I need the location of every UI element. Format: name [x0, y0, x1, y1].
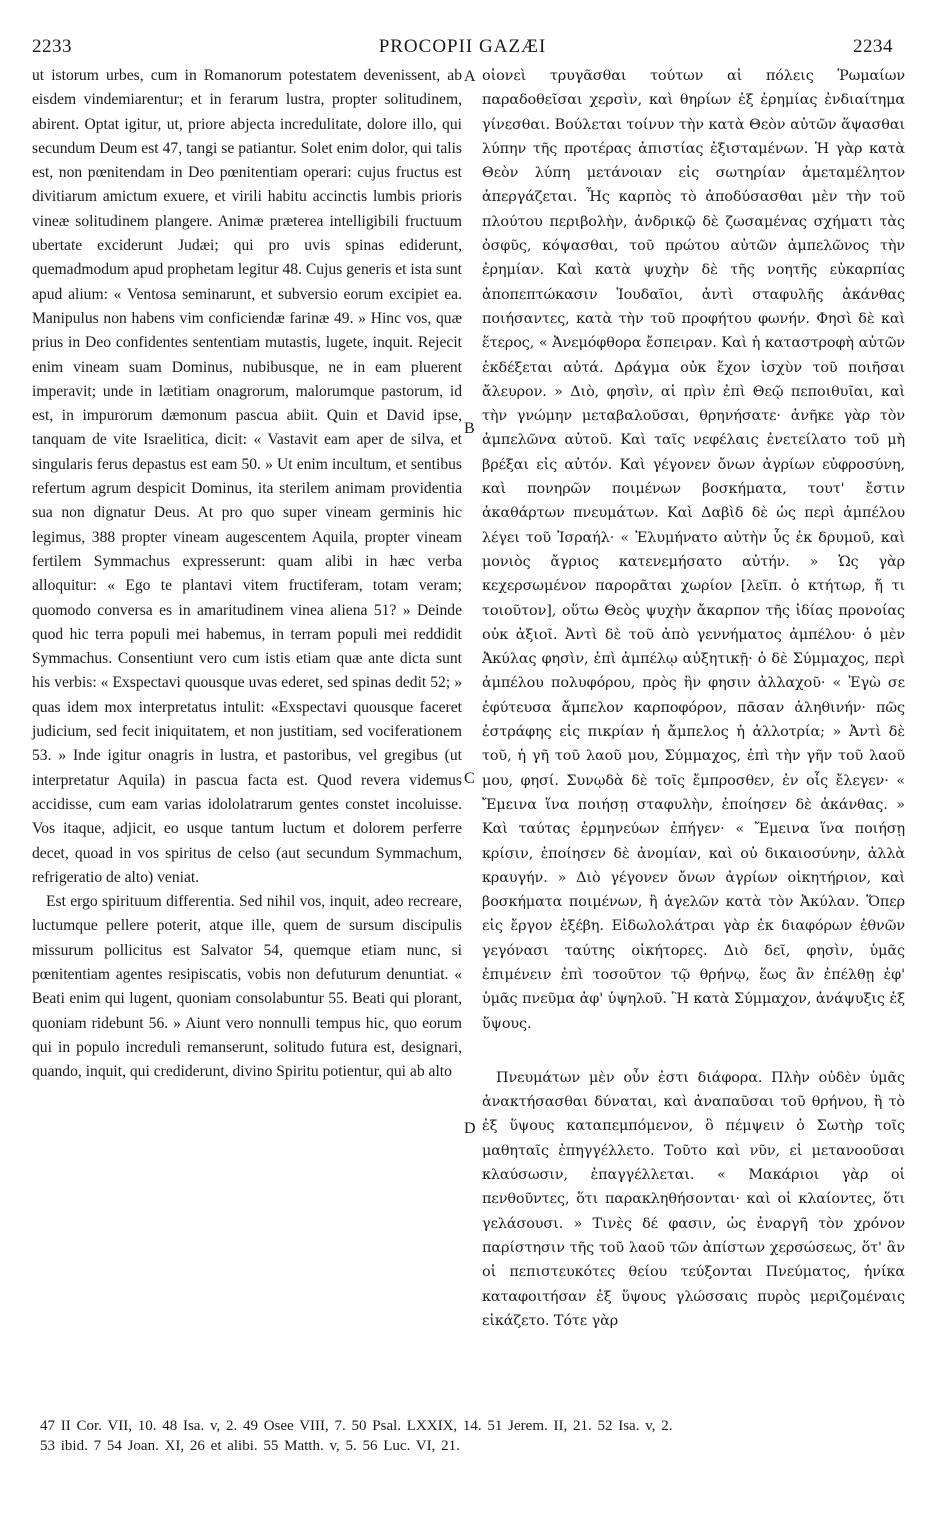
footnote-line-1: 47 II Cor. VII, 10. 48 Isa. v, 2. 49 Osee VIII, 7. 50 Psal. LXXIX, 14. 51 Jerem. II, 21. 52 Isa. v, 2.: [40, 1418, 673, 1434]
greek-column: [482, 64, 905, 1333]
footnotes: [40, 1416, 900, 1456]
margin-letter-c: C: [464, 770, 475, 787]
margin-letter-b: B: [464, 420, 475, 437]
greek-paragraph-1: οἰονεὶ τρυγᾶσθαι τούτων αἱ πόλεις Ῥωμαίων παραδοθεῖσαι χερσὶν, καὶ θηρίων ἐξ ἐρημίας ἐνδιαίτημα γίνεσθαι. Βούλεται τοίνυν τὴν κατὰ Θεὸν αὐτῶν ἅψασθαι λύπην τῆς προτέρας ἀπιστίας ἐξισταμένων. Ἡ γὰρ κατὰ Θεὸν λύπη μετάνοιαν εἰς σωτηρίαν ἀμεταμέλητον ἀπεργάζεται. Ἧς καρπὸς τὸ ἀποδύσασθαι μὲν τὴν τοῦ πλούτου περιβολὴν, ἀνδρικῷ δὲ ζωσαμένας σχήματι τὰς ὀσφῦς, κόψασθαι, τοῦ πρώτου αὐτῶν ἀμπελῶνος τὴν ἐρημίαν. Καὶ κατὰ ψυχὴν δὲ τῆς νοητῆς εὐκαρπίας ἀποπεπτώκασιν Ἰουδαῖοι, ἀντὶ σταφυλῆς ἀκάνθας ποιήσαντες, κατὰ τὴν τοῦ προφήτου φωνήν. Φησὶ δὲ καὶ ἕτερος, « Ἀνεμόφθορα ἔσπειραν. Καὶ ἡ καταστροφὴ αὐτῶν ἐκδέξεται αὐτά. Δράγμα οὐκ ἔχον ἰσχὺν τοῦ ποιῆσαι ἄλευρον. » Διὸ, φησὶν, αἱ πρὶν ἐπὶ Θεῷ πεποιθυῖαι, καὶ τὴν γνώμην μεταβαλοῦσαι, θρηνήσατε· ἀνῆκε γὰρ τὸν ἀμπελῶνα αὐτοῦ. Καὶ ταῖς νεφέλαις ἐνετείλατο τοῦ μὴ βρέξαι εἰς αὐτόν. Καὶ γέγονεν ὄνων ἀγρίων εὐφροσύνη, καὶ πονηρῶν ποιμένων βοσκήματα, τουτ' ἔστιν ἀκαθάρτων πνευμάτων. Καὶ Δαβὶδ δὲ ὡς περὶ ἀμπέλου λέγει τοῦ Ἰσραήλ· « Ἐλυμήνατο αὐτὴν ὗς ἐκ δρυμοῦ, καὶ μονιὸς ἄγριος κατενεμήσατο αὐτήν. » Ὡς γὰρ κεχερσωμένον παρορᾶται χωρίον [λεῖπ. ὁ κτήτωρ, ἤ τι τοιοῦτον], οὕτω Θεὸς ψυχὴν ἄκαρπον τῆς ἰδίας προνοίας οὐκ ἀξιοῖ. Ἀντὶ δὲ τοῦ ἀπὸ γεννήματος ἀμπέλου· ὁ μὲν Ἀκύλας φησὶν, ἐπὶ ἀμπέλῳ αὐξητικῇ· ὁ δὲ Σύμμαχος, περὶ ἀμπέλου πολυφόρου, πρὸς ἣν φησιν ἀλλαχοῦ· « Ἐγὼ σε ἐφύτευσα ἄμπελον καρποφόρον, πᾶσαν ἀληθινήν· πῶς ἐστράφης εἰς πικρίαν ἡ ἄμπελος ἡ ἀλλοτρία; » Ἀντὶ δὲ τοῦ, ἡ γῆ τοῦ λαοῦ μου, Σύμμαχος, ἐπὶ τὴν γῆν τοῦ λαοῦ μου, φησί. Συνῳδὰ δὲ τοῖς ἔμπροσθεν, ἐν οἷς ἔλεγεν· « Ἔμεινα ἵνα ποιήσῃ σταφυλὴν, ἐποίησεν δὲ ἀκάνθας. » Καὶ ταύτας ἑρμηνεύων ἐπήγεν· « Ἔμεινα ἵνα ποιήσῃ κρίσιν, ἐποίησεν δὲ ἀνομίαν, καὶ οὐ δικαιοσύνην, ἀλλὰ κραυγήν. » Διὸ γέγονεν ὄνων ἀγρίων οἰκητήριον, καὶ βοσκήματα ποιμένων, ἢ ἀγελῶν κατὰ τὸν Ἀκύλαν. Ὅπερ εἰς ἔργον ἐξέβη. Εἰδωλολάτραι γὰρ ἐκ διαφόρων ἐθνῶν γεγόνασι ταύτης οἰκήτορες. Διὸ δεῖ, φησὶν, ὑμᾶς ἐπιμένειν ἐπὶ τοσοῦτον τῷ θρήνῳ, ἕως ἂν ἐπέλθῃ ἐφ' ὑμᾶς πνεῦμα ἀφ' ὑψηλοῦ. Ἢ κατὰ Σύμμαχον, ἀνάψυξις ἐξ ὕψους.: [482, 68, 905, 1032]
latin-paragraph-2: Est ergo spirituum differentia. Sed nihil vos, inquit, adeo recreare, luctumque pellere poterit, atque ille, quem de sursum discipulis missurum pollicitus est Salvator 54, quemque etiam nunc, si pœnitentiam agentes resipiscatis, vobis non defuturum denuntiat. « Beati enim qui lugent, quoniam consolabuntur 55. Beati qui plorant, quoniam ridebunt 56. » Aiunt vero nonnulli tempus hic, quo eorum qui in populo increduli remanserunt, solitudo futura est, designari, quando, inquit, qui crediderunt, divino Spiritu potientur, qui ab alto: [32, 893, 462, 1081]
page-number-right: 2234: [853, 36, 893, 57]
running-title: PROCOPII GAZÆI: [378, 36, 547, 57]
footnote-line-2: 53 ibid. 7 54 Joan. XI, 26 et alibi. 55 Matth. v, 5. 56 Luc. VI, 21.: [40, 1438, 460, 1454]
greek-paragraph-2: Πνευμάτων μὲν οὖν ἐστι διάφορα. Πλὴν οὐδὲν ὑμᾶς ἀνακτήσασθαι δύναται, καὶ ἀναπαῦσαι τοῦ θρήνου, ἢ τὸ ἐξ ὕψους καταπεμπόμενον, ὃ πέμψειν ὁ Σωτὴρ τοῖς μαθηταῖς ἐπηγγέλλετο. Τοῦτο καὶ νῦν, εἰ μετανοοῦσαι κλαύσωσιν, ἐπαγγέλλεται. « Μακάριοι γὰρ οἱ πενθοῦντες, ὅτι παρακληθήσονται· καὶ οἱ κλαίοντες, ὅτι γελάσουσι. » Τινὲς δέ φασιν, ὡς ἐναργῆ τὸν χρόνον παρίστησιν τῆς τοῦ λαοῦ τῶν ἀπίστων χερσώσεως, ὅτ' ἂν οἱ πεπιστευκότες θείου τεύξονται Πνεύματος, ἡνίκα καταφοιτήσαν ἐξ ὕψους γλώσσαις πυρὸς μεριζομέναις εἰκάζετο. Τότε γὰρ: [482, 1069, 905, 1329]
page-number-left: 2233: [32, 36, 72, 57]
margin-letter-d: D: [464, 1120, 476, 1137]
latin-column: [32, 64, 462, 1084]
margin-letter-a: A: [464, 68, 476, 85]
page-header: [32, 36, 893, 66]
latin-paragraph-1: ut istorum urbes, cum in Romanorum potestatem devenissent, ab eisdem vindemiarentur; et in ferarum lustra, propter solitudinem, abirent. Optat igitur, ut, priore abjecta incredulitate, dolore illo, qui secundum Deum est 47, tangi se patiantur. Solet enim dolor, qui talis est, non pœnitendam in Deo pœnitentiam operari: cujus fructus est divitiarum amictum exuere, et virili habitu accinctis lumbis prioris vineæ solitudinem plangere. Animæ præterea intelligibili fructuum ubertate exciderunt Judæi; qui pro uvis spinas ediderunt, quemadmodum apud prophetam legitur 48. Cujus generis et ista sunt apud alium: « Ventosa seminarunt, et subversio eorum excipiet ea. Manipulus non habens vim conficiendæ farinæ 49. » Hinc vos, quæ prius in Deo confidentes sententiam mutastis, lugete, inquit. Rejecit enim vineam suam Dominus, nubibusque, ne in eam pluerent imperavit; unde in lætitiam onagrorum, malorumque pastorum, id est, in impurorum dæmonum pascua abiit. Quin et David ipse, tanquam de vite Israelitica, dicit: « Vastavit eam aper de silva, et singularis ferus depastus est eam 50. » Ut enim incultum, et sentibus refertum agrum despicit Dominus, ita sterilem animam providentia sua non dignatur Deus. At pro quo super vineam germinis hic legimus, 388 propter vineam augescentem Aquila, propter vineam fertilem Symmachus expresserunt: quam alibi in hæc verba alloquitur: « Ego te plantavi vitem fructiferam, totam veram; quomodo conversa es in amaritudinem vinea aliena 51? » Deinde quod hic terra populi mei habemus, in terram populi mei reddidit Symmachus. Consentiunt vero cum istis etiam quæ ante dicta sunt his verbis: « Exspectavi quousque uvas ederet, sed spinas dedit 52; » quas idem mox interpretatus intulit: «Exspectavi quousque faceret judicium, sed fecit iniquitatem, et non justitiam, sed vociferationem 53. » Inde igitur onagris in lustra, et pastoribus, vel gregibus (ut interpretatur Aquila) in pascua facta est. Quod revera videmus accidisse, cum eam varias idololatrarum gentes constet incoluisse. Vos itaque, adjicit, eo usque tantum luctum et dolorem perferre decet, quoad in vos spiritus de celso (aut secundum Symmachum, refrigeratio de alto) veniat.: [32, 67, 462, 886]
